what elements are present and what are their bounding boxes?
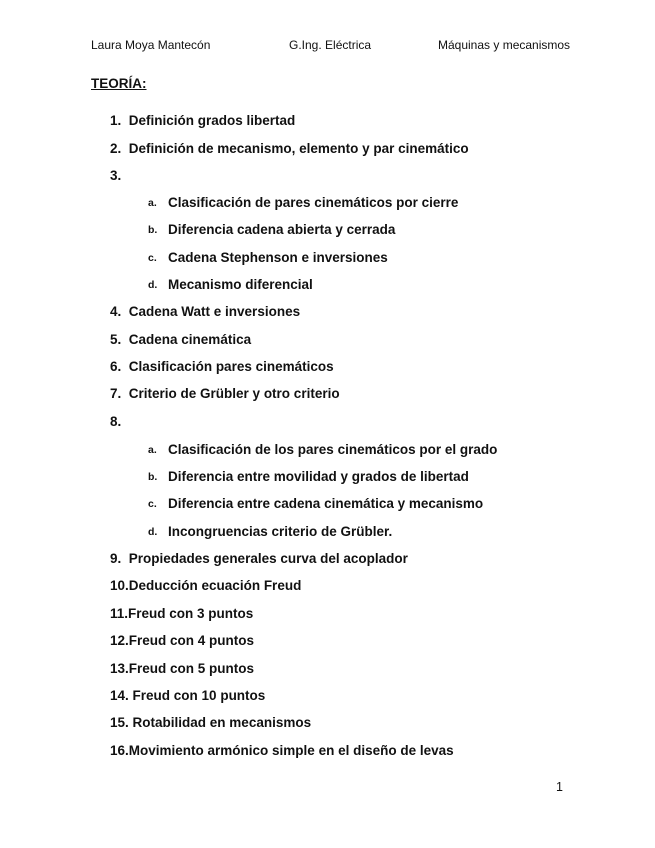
list-item-number: 14.: [110, 688, 129, 703]
sub-item-text: Clasificación de los pares cinemáticos por el grado: [168, 442, 498, 457]
list-item-number: 4.: [110, 304, 122, 319]
list-item: [110, 715, 311, 730]
list-item-number: 16.: [110, 743, 129, 758]
sub-item-letter: a.: [148, 197, 157, 209]
list-item-text: Cadena Watt e inversiones: [128, 304, 301, 319]
list-item-number: 7.: [110, 386, 122, 401]
sub-item-text: Clasificación de pares cinemáticos por cierre: [168, 195, 459, 210]
list-item-text: Rotabilidad en mecanismos: [132, 715, 312, 730]
sub-item-text: Diferencia entre movilidad y grados de libertad: [168, 469, 469, 484]
list-item-text: Deducción ecuación Freud: [128, 578, 302, 593]
list-item-text: Movimiento armónico simple en el diseño de levas: [128, 743, 454, 758]
sub-item-letter: d.: [148, 526, 158, 538]
list-item-number: 2.: [110, 141, 122, 156]
list-item-text: Criterio de Grübler y otro criterio: [128, 386, 340, 401]
list-item: [110, 688, 265, 703]
sub-item-text: Cadena Stephenson e inversiones: [168, 250, 388, 265]
list-item: [110, 332, 251, 347]
list-item-number: 11.: [110, 606, 129, 621]
sub-item-text: Incongruencias criterio de Grübler.: [168, 524, 393, 539]
sub-list-item: [148, 250, 388, 265]
sub-item-text: Diferencia entre cadena cinemática y mecanismo: [168, 496, 484, 511]
sub-item-letter: a.: [148, 444, 157, 456]
sub-list-item: [148, 469, 469, 484]
list-item-number: 1.: [110, 113, 122, 128]
sub-list-item: [148, 277, 313, 292]
list-item-number: 10.: [110, 578, 129, 593]
list-item-text: Freud con 5 puntos: [128, 661, 255, 676]
list-item-number: 12.: [110, 633, 129, 648]
list-item-number: 3.: [110, 168, 122, 183]
sub-list-item: [148, 222, 396, 237]
list-item-number: 15.: [110, 715, 129, 730]
page-number: 1: [556, 780, 563, 794]
list-item: [110, 661, 254, 676]
section-title: TEORÍA:: [91, 76, 147, 91]
list-item: [110, 386, 340, 401]
header-subject: Máquinas y mecanismos: [438, 38, 571, 52]
list-item-number: 13.: [110, 661, 129, 676]
list-item: [110, 551, 408, 566]
sub-item-letter: c.: [148, 252, 157, 264]
list-item-text: Freud con 4 puntos: [128, 633, 255, 648]
sub-list-item: [148, 524, 393, 539]
list-item: [110, 578, 301, 593]
list-item-text: Freud con 10 puntos: [132, 688, 266, 703]
sub-item-text: Mecanismo diferencial: [168, 277, 313, 292]
sub-item-letter: d.: [148, 279, 158, 291]
list-item-text: Clasificación pares cinemáticos: [128, 359, 334, 374]
list-item-number: 6.: [110, 359, 122, 374]
list-item: [110, 743, 454, 758]
list-item: [110, 414, 121, 429]
sub-item-letter: c.: [148, 498, 157, 510]
list-item: [110, 304, 300, 319]
sub-item-letter: b.: [148, 224, 158, 236]
header-degree: G.Ing. Eléctrica: [289, 38, 372, 52]
list-item-number: 5.: [110, 332, 122, 347]
sub-item-letter: b.: [148, 471, 158, 483]
list-item-text: Propiedades generales curva del acoplador: [128, 551, 408, 566]
header-author: Laura Moya Mantecón: [91, 38, 211, 52]
sub-item-text: Diferencia cadena abierta y cerrada: [168, 222, 396, 237]
list-item-text: Definición grados libertad: [128, 113, 296, 128]
list-item: [110, 141, 469, 156]
list-item-text: Definición de mecanismo, elemento y par cinemático: [128, 141, 469, 156]
sub-list-item: [148, 195, 459, 210]
list-item-text: Freud con 3 puntos: [128, 606, 254, 621]
list-item-text: Cadena cinemática: [128, 332, 252, 347]
list-item: [110, 606, 253, 621]
list-item: [110, 633, 254, 648]
sub-list-item: [148, 442, 498, 457]
list-item: [110, 359, 334, 374]
list-item-number: 8.: [110, 414, 122, 429]
list-item: [110, 113, 295, 128]
sub-list-item: [148, 496, 484, 511]
list-item-number: 9.: [110, 551, 122, 566]
list-item: [110, 168, 121, 183]
